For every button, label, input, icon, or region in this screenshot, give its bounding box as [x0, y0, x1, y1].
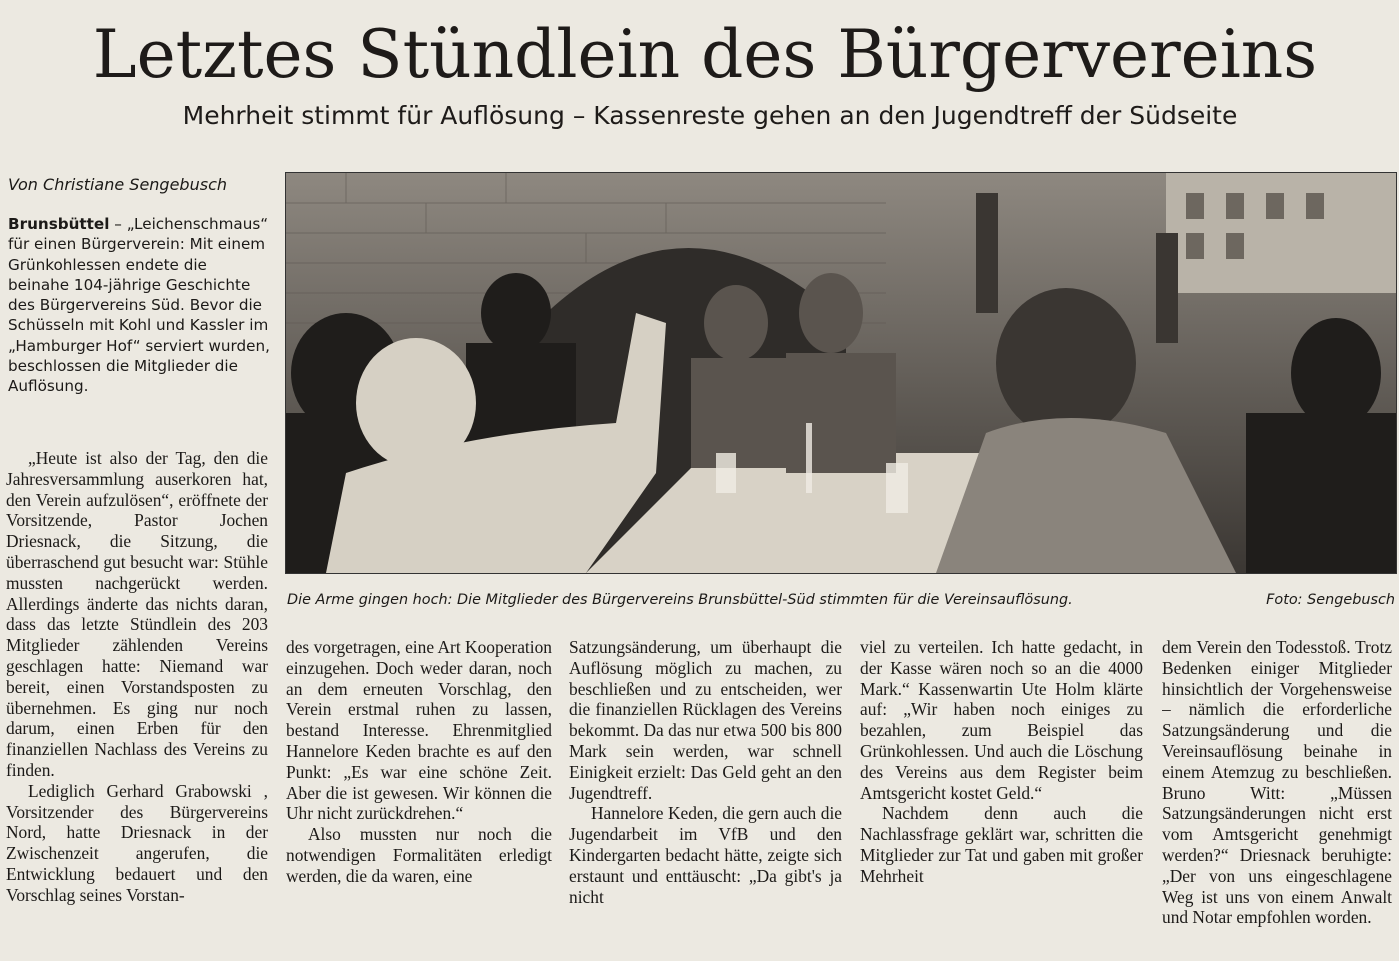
article-photo	[285, 172, 1397, 574]
column-paragraph: viel zu verteilen. Ich hatte gedacht, in der Kasse wären noch so an die 4000 Mark.“ Kassenwartin Ute Holm klärte auf: „Wir haben noch einiges zu bezahlen, zum Beispiel das Grünkohlessen. Und auch die Löschung des Vereins aus dem Register beim Amtsgericht kostet Geld.“	[860, 637, 1143, 803]
caption-text: Die Arme gingen hoch: Die Mitglieder des Bürgervereins Brunsbüttel-Süd stimmten für die Vereinsauflösung.	[287, 592, 1073, 608]
column-paragraph: Hannelore Keden, die gern auch die Jugendarbeit im VfB und den Kindergarten bedacht hätte, zeigte sich erstaunt und enttäuscht: „Da gibt's ja nicht	[569, 803, 842, 907]
article-column-3	[569, 637, 842, 907]
column-paragraph: „Heute ist also der Tag, den die Jahresversammlung auserkoren hat, den Verein aufzulösen“, eröffnete der Vorsitzende, Pastor Jochen Driesnack, die Sitzung, die überraschend gut besucht war: Stühle mussten nachgerückt werden. Allerdings änderte das nichts daran, dass das letzte Stündlein des 203 Mitglieder zählenden Vereins geschlagen hatte: Niemand war bereit, einen Vorstandsposten zu übernehmen. Es ging nur noch darum, einen Erben für den finanziellen Nachlass des Vereins zu finden.	[6, 448, 268, 780]
column-paragraph: Nachdem denn auch die Nachlassfrage geklärt war, schritten die Mitglieder zur Tat und gaben mit großer Mehrheit	[860, 803, 1143, 886]
article-column-5	[1162, 637, 1392, 928]
photo-caption	[287, 592, 1395, 608]
lead-place: Brunsbüttel	[8, 215, 110, 233]
article-column-1	[6, 448, 268, 906]
headline: Letztes Stündlein des Bürgervereins	[92, 16, 1318, 93]
article-column-2	[286, 637, 552, 887]
column-paragraph: dem Verein den Todesstoß. Trotz Bedenken einiger Mitglieder hinsichtlich der Vorgehensweise – nämlich die erforderliche Satzungsänderung und die Vereinsauflösung beinahe in einem Atemzug zu beschließen. Bruno Witt: „Müssen Satzungsänderungen nicht erst vom Amtsgericht genehmigt werden?“ Driesnack beruhigte: „Der von uns eingeschlagene Weg ist uns von einem Anwalt und Notar empfohlen worden.	[1162, 637, 1392, 928]
lead-paragraph	[8, 214, 270, 397]
byline: Von Christiane Sengebusch	[8, 175, 227, 194]
column-paragraph: Also mussten nur noch die notwendigen Formalitäten erledigt werden, die da waren, eine	[286, 824, 552, 886]
column-paragraph: Satzungsänderung, um überhaupt die Auflösung möglich zu machen, zu beschließen und zu entscheiden, wer die finanziellen Rücklagen des Vereins bekommt. Da das nur etwa 500 bis 800 Mark sein werden, war schnell Einigkeit erzielt: Das Geld geht an den Jugendtreff.	[569, 637, 842, 803]
article-column-4	[860, 637, 1143, 887]
photo-illustration	[286, 173, 1396, 573]
photo-credit: Foto: Sengebusch	[1266, 592, 1395, 608]
column-paragraph: Lediglich Gerhard Grabowski , Vorsitzender des Bürgervereins Nord, hatte Driesnack in der Zwischenzeit angerufen, die Entwicklung bedauert und den Vorschlag seines Vorstan-	[6, 780, 268, 905]
column-paragraph: des vorgetragen, eine Art Kooperation einzugehen. Doch weder daran, noch an dem erneuten Vorschlag, den Verein erstmal ruhen zu lassen, bestand Interesse. Ehrenmitglied Hannelore Keden brachte es auf den Punkt: „Es war eine schöne Zeit. Aber die ist gewesen. Wir können die Uhr nicht zurückdrehen.“	[286, 637, 552, 824]
subheadline: Mehrheit stimmt für Auflösung – Kassenreste gehen an den Jugendtreff der Südseite	[182, 101, 1238, 130]
lead-text: – „Leichenschmaus“ für einen Bürgerverein: Mit einem Grünkohlessen endete die beinahe 104-jährige Geschichte des Bürgervereins Süd. Bevor die Schüsseln mit Kohl und Kassler im „Hamburger Hof“ serviert wurden, beschlossen die Mitglieder die Auflösung.	[8, 215, 270, 396]
